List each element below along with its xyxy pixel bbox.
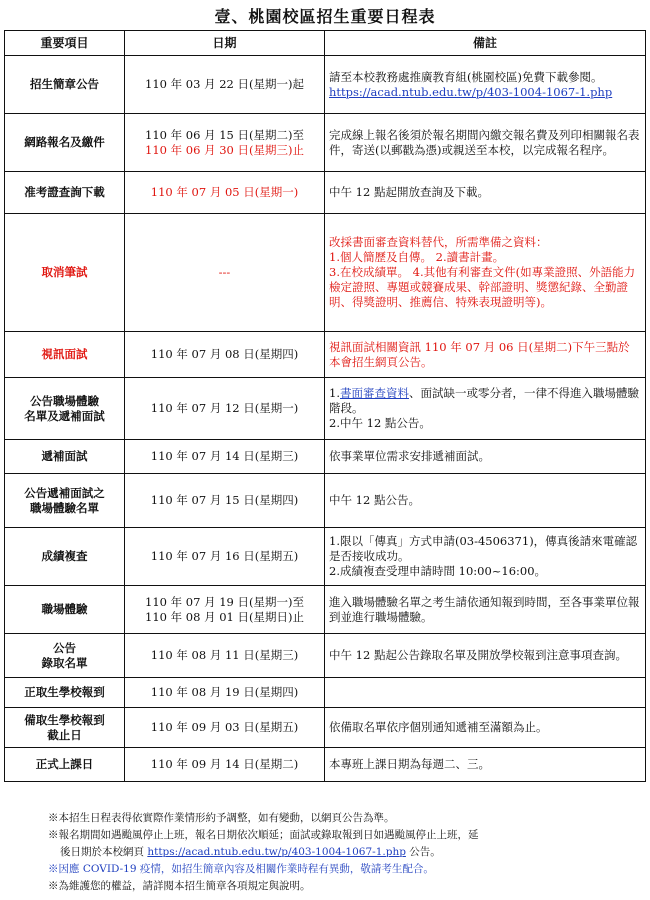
note-cell: 完成線上報名後須於報名期間內繳交報名費及列印相關報名表件，寄送(以郵戳為憑)或親送至本校，以完成報名程序。	[325, 114, 646, 172]
date-cell: 110 年 08 月 11 日(星期三)	[125, 634, 325, 678]
note-line: 2.成績複查受理申請時間 10:00~16:00。	[329, 564, 547, 578]
date-text: 110 年 03 月 22 日(星期一)起	[145, 77, 304, 91]
table-row	[5, 528, 646, 586]
date-cell	[125, 114, 325, 172]
date-start: 110 年 07 月 19 日(星期一)至	[145, 594, 304, 609]
item-line: 公告職場體驗	[30, 393, 99, 408]
footnote-covid: ※因應 COVID-19 疫情，如招生簡章內容及相關作業時程有異動，敬請考生配合。	[48, 863, 434, 875]
footnote: ※報名期間如遇颱風停止上班，報名日期依次順延；面試或錄取報到日如遇颱風停止上班，延	[48, 829, 479, 841]
item-line: 錄取名單	[41, 655, 88, 670]
date-start: 110 年 06 月 15 日(星期二)至	[145, 127, 304, 142]
date-cell: 110 年 07 月 08 日(星期四)	[125, 332, 325, 378]
note-text: 、面試缺一或零分者，一律不得進入職場體驗階段。	[329, 386, 639, 415]
footnote: ※為維護您的權益，請詳閱本招生簡章各項規定與說明。	[48, 880, 311, 892]
note-cell: 中午 12 點起開放查詢及下載。	[325, 172, 646, 214]
date-cell: 110 年 07 月 12 日(星期一)	[125, 378, 325, 440]
note-cell: 中午 12 點公告。	[325, 474, 646, 528]
header-note: 備註	[325, 31, 646, 56]
note-text: 請至本校教務處推廣教育組(桃園校區)免費下載參閱。	[329, 69, 603, 84]
header-date: 日期	[125, 31, 325, 56]
item-cell	[5, 634, 125, 678]
item-line: 公告	[53, 640, 76, 655]
table-row	[5, 586, 646, 634]
footnotes	[48, 810, 638, 895]
note-cell: 依備取名單依序個別通知遞補至滿額為止。	[325, 708, 646, 748]
page-title: 壹、桃園校區招生重要日程表	[214, 7, 436, 26]
item-cell: 成績複查	[5, 528, 125, 586]
note-cell: 進入職場體驗名單之考生請依通知報到時間，至各事業單位報到並進行職場體驗。	[325, 586, 646, 634]
item-cell	[5, 474, 125, 528]
table-row	[5, 474, 646, 528]
date-cell: 110 年 09 月 03 日(星期五)	[125, 708, 325, 748]
item-cell: 取消筆試	[5, 214, 125, 332]
date-cell: 110 年 07 月 16 日(星期五)	[125, 528, 325, 586]
item-line: 備取生學校報到	[24, 712, 105, 727]
note-cell: 本專班上課日期為每週二、三。	[325, 748, 646, 782]
date-cell	[125, 586, 325, 634]
table-row	[5, 114, 646, 172]
note-line: 2.中午 12 點公告。	[329, 416, 431, 430]
note-line: 1.個人簡歷及自傳。 2.讀書計畫。	[329, 250, 505, 264]
date-end: 110 年 06 月 30 日(星期三)止	[145, 142, 304, 157]
date-cell	[125, 56, 325, 114]
item-cell: 遞補面試	[5, 440, 125, 474]
footnote-link[interactable]: https://acad.ntub.edu.tw/p/403-1004-1067-1.php	[147, 846, 406, 858]
brochure-link[interactable]: https://acad.ntub.edu.tw/p/403-1004-1067-1.php	[329, 84, 613, 99]
date-end: 110 年 08 月 01 日(星期日)止	[145, 609, 304, 624]
table-row	[5, 708, 646, 748]
item-cell: 網路報名及繳件	[5, 114, 125, 172]
item-line: 職場體驗名單	[30, 500, 99, 515]
note-cell	[325, 56, 646, 114]
note-prefix: 1.	[329, 386, 340, 400]
note-line: 3.在校成績單。 4.其他有利審查文件(如專業證照、外語能力檢定證照、專題或競賽成果、幹部證明、獎懲紀錄、全勤證明、得獎證明、推薦信、特殊表現證明等)。	[329, 265, 636, 309]
item-line: 截止日	[47, 727, 82, 742]
item-line: 名單及遞補面試	[24, 408, 105, 423]
table-row	[5, 748, 646, 782]
note-cell	[325, 378, 646, 440]
table-row	[5, 332, 646, 378]
item-cell: 正取生學校報到	[5, 678, 125, 708]
item-cell: 正式上課日	[5, 748, 125, 782]
item-cell: 招生簡章公告	[5, 56, 125, 114]
item-cell: 准考證查詢下載	[5, 172, 125, 214]
table-row	[5, 440, 646, 474]
item-cell	[5, 378, 125, 440]
date-cell: 110 年 07 月 05 日(星期一)	[125, 172, 325, 214]
note-line: 1.限以「傳真」方式申請(03-4506371)，傳真後請來電確認是否接收成功。	[329, 534, 638, 563]
item-cell: 職場體驗	[5, 586, 125, 634]
footnote-text: 後日期於本校網頁	[60, 846, 148, 858]
item-line: 公告遞補面試之	[24, 485, 105, 500]
item-cell	[5, 708, 125, 748]
note-cell: 中午 12 點起公告錄取名單及開放學校報到注意事項查詢。	[325, 634, 646, 678]
footnote-text: 公告。	[405, 846, 441, 858]
table-row	[5, 172, 646, 214]
table-row	[5, 214, 646, 332]
date-cell: 110 年 08 月 19 日(星期四)	[125, 678, 325, 708]
table-row	[5, 56, 646, 114]
note-cell	[325, 678, 646, 708]
date-cell: 110 年 07 月 15 日(星期四)	[125, 474, 325, 528]
date-cell: ---	[125, 214, 325, 332]
date-cell: 110 年 07 月 14 日(星期三)	[125, 440, 325, 474]
note-cell	[325, 214, 646, 332]
item-cell: 視訊面試	[5, 332, 125, 378]
date-cell: 110 年 09 月 14 日(星期二)	[125, 748, 325, 782]
table-row	[5, 378, 646, 440]
table-row	[5, 634, 646, 678]
review-materials-link[interactable]: 書面審查資料	[339, 386, 409, 400]
note-cell: 視訊面試相關資訊 110 年 07 月 06 日(星期二)下午三點於本會招生網頁公告。	[325, 332, 646, 378]
note-line: 改採書面審查資料替代，所需準備之資料：	[329, 235, 548, 249]
note-cell: 依事業單位需求安排遞補面試。	[325, 440, 646, 474]
table-header-row	[5, 31, 646, 56]
header-item: 重要項目	[5, 31, 125, 56]
table-row	[5, 678, 646, 708]
footnote: ※本招生日程表得依實際作業情形約予調整，如有變動，以網頁公告為準。	[48, 812, 395, 824]
schedule-table	[4, 30, 646, 782]
footnote-continued	[48, 844, 638, 861]
note-cell	[325, 528, 646, 586]
